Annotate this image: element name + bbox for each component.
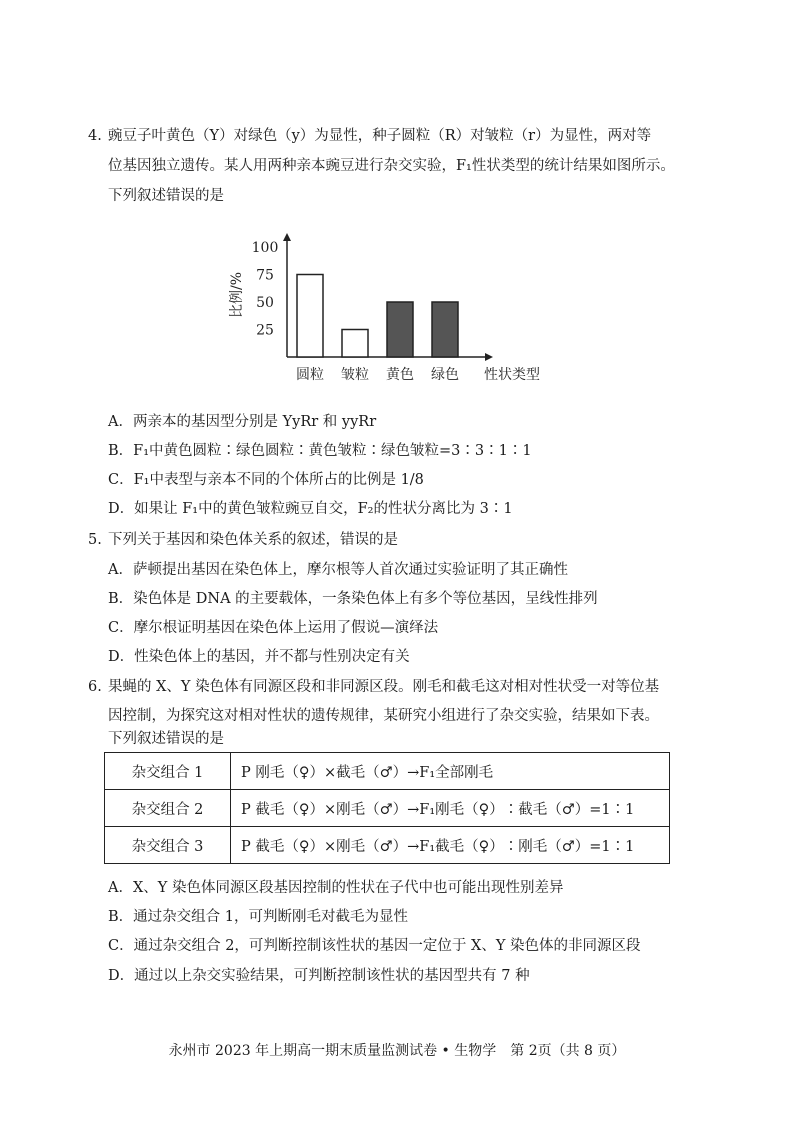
- y-tick-label: 25: [256, 322, 274, 339]
- q4-number: 4.: [88, 128, 102, 144]
- y-tick-label: 100: [251, 240, 279, 256]
- table-cell: P 截毛（♀）×刚毛（♂）→F₁刚毛（♀）∶截毛（♂）=1∶1: [231, 790, 670, 827]
- q4-option-c: C．F₁中表型与亲本不同的个体所占的比例是 1/8: [108, 472, 424, 488]
- q5-option-b: B．染色体是 DNA 的主要载体，一条染色体上有多个等位基因，呈线性排列: [108, 591, 598, 607]
- y-tick-label: 75: [256, 267, 274, 284]
- q4-option-d: D．如果让 F₁中的黄色皱粒豌豆自交，F₂的性状分离比为 3∶1: [108, 501, 513, 517]
- q6-option-c: C．通过杂交组合 2，可判断控制该性状的基因一定位于 X、Y 染色体的非同源区段: [108, 938, 641, 954]
- page-footer: 永州市 2023 年上期高一期末质量监测试卷 • 生物学 第 2页（共 8 页）: [168, 1043, 626, 1059]
- q6-number: 6.: [88, 679, 102, 695]
- q4-option-b: B．F₁中黄色圆粒∶绿色圆粒∶黄色皱粒∶绿色皱粒=3∶3∶1∶1: [108, 443, 532, 459]
- q6-line3: 下列叙述错误的是: [108, 731, 224, 747]
- q5-option-c: C．摩尔根证明基因在染色体上运用了假说—演绎法: [108, 620, 439, 636]
- x-tick-label: 圆粒: [296, 367, 324, 383]
- cross-table: [104, 752, 670, 864]
- table-cell: 杂交组合 2: [105, 790, 231, 827]
- q5-option-d: D．性染色体上的基因，并不都与性别决定有关: [108, 649, 410, 665]
- table-row: [105, 753, 670, 790]
- bar-chart: [225, 225, 565, 390]
- q4-option-a: A．两亲本的基因型分别是 YyRr 和 yyRr: [108, 414, 377, 430]
- q5-option-a: A．萨顿提出基因在染色体上，摩尔根等人首次通过实验证明了其正确性: [108, 562, 568, 578]
- bar: [387, 302, 413, 357]
- q4-line1: 4. 豌豆子叶黄色（Y）对绿色（y）为显性，种子圆粒（R）对皱粒（r）为显性，两对等: [88, 128, 652, 144]
- x-tick-label: 绿色: [431, 367, 459, 383]
- x-axis-arrow: [485, 353, 493, 361]
- y-axis-label: 比例/%: [229, 271, 245, 319]
- table-cell: 杂交组合 3: [105, 827, 231, 864]
- y-axis-arrow: [283, 233, 291, 241]
- q6-option-b: B．通过杂交组合 1，可判断刚毛对截毛为显性: [108, 909, 408, 925]
- q4-line3: 下列叙述错误的是: [108, 188, 224, 204]
- q5-stem: 5. 下列关于基因和染色体关系的叙述，错误的是: [88, 532, 398, 548]
- q4-line2: 位基因独立遗传。某人用两种亲本豌豆进行杂交实验，F₁性状类型的统计结果如图所示。: [108, 158, 675, 174]
- q5-number: 5.: [88, 532, 102, 548]
- table-row: [105, 827, 670, 864]
- table-cell: P 截毛（♀）×刚毛（♂）→F₁截毛（♀）∶刚毛（♂）=1∶1: [231, 827, 670, 864]
- x-tick-label: 皱粒: [341, 367, 369, 383]
- y-tick-label: 50: [256, 295, 274, 311]
- x-tick-label: 黄色: [386, 367, 414, 383]
- bar: [297, 275, 323, 358]
- q6-option-a: A．X、Y 染色体同源区段基因控制的性状在子代中也可能出现性别差异: [108, 880, 564, 896]
- bar: [432, 302, 458, 357]
- q6-line1: 6. 果蝇的 X、Y 染色体有同源区段和非同源区段。刚毛和截毛这对相对性状受一对等位基: [88, 679, 660, 695]
- q6-option-d: D．通过以上杂交实验结果，可判断控制该性状的基因型共有 7 种: [108, 968, 530, 984]
- x-axis-label: 性状类型: [484, 367, 540, 383]
- bar: [342, 330, 368, 358]
- q6-line2: 因控制，为探究这对相对性状的遗传规律，某研究小组进行了杂交实验，结果如下表。: [108, 708, 659, 724]
- table-cell: P 刚毛（♀）×截毛（♂）→F₁全部刚毛: [231, 753, 670, 790]
- table-cell: 杂交组合 1: [105, 753, 231, 790]
- table-row: [105, 790, 670, 827]
